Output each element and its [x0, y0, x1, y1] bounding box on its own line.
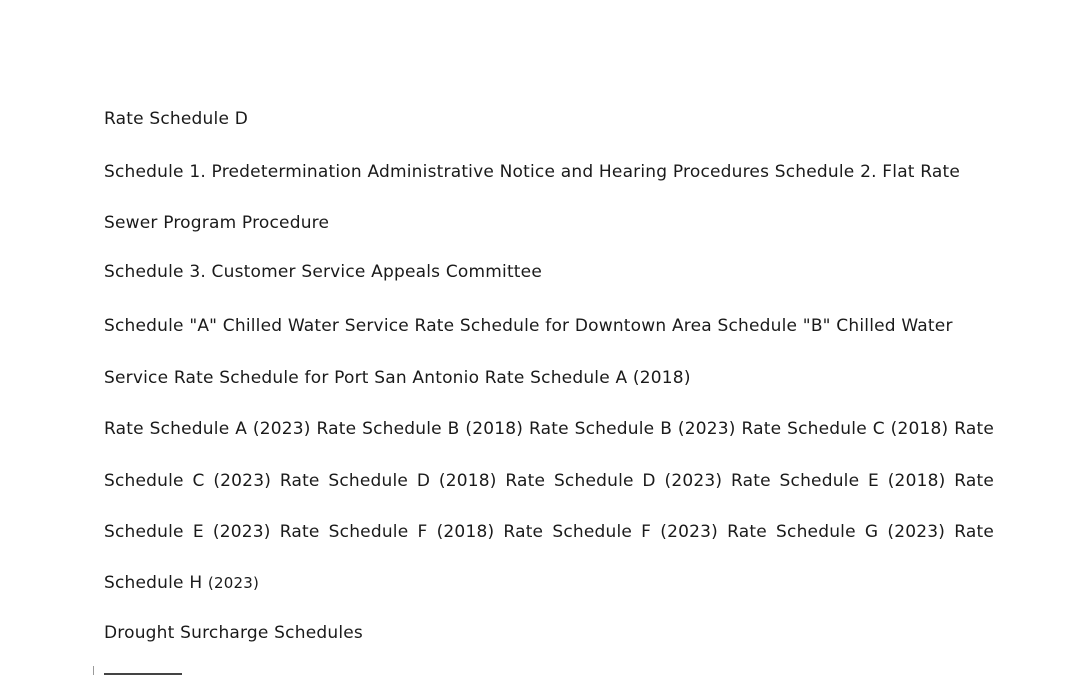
document-line-2: Schedule 1. Predetermination Administrative Notice and Hearing Procedures Schedule 2. Flat Rate — [104, 162, 961, 182]
document-line-11: Drought Surcharge Schedules — [104, 623, 363, 643]
cropped-next-line — [104, 668, 182, 675]
document-line-9: Schedule E (2023) Rate Schedule F (2018) Rate Schedule F (2023) Rate Schedule G (2023) Rate — [104, 522, 994, 542]
document-line-5: Schedule "A" Chilled Water Service Rate Schedule for Downtown Area Schedule "B" Chilled Water — [104, 316, 953, 336]
document-line-6: Service Rate Schedule for Port San Antonio Rate Schedule A (2018) — [104, 368, 691, 388]
margin-mark — [93, 666, 94, 675]
document-line-10-suffix: (2023) — [207, 574, 259, 592]
document-line-4: Schedule 3. Customer Service Appeals Committee — [104, 262, 542, 282]
document-line-10-text: Schedule H — [104, 573, 203, 593]
document-line-10 — [104, 572, 259, 594]
document-line-7: Rate Schedule A (2023) Rate Schedule B (2018) Rate Schedule B (2023) Rate Schedule C (2018) Rate — [104, 419, 994, 439]
document-line-3: Sewer Program Procedure — [104, 213, 330, 233]
document-line-8: Schedule C (2023) Rate Schedule D (2018) Rate Schedule D (2023) Rate Schedule E (2018) Rate — [104, 471, 994, 491]
document-line-1: Rate Schedule D — [104, 109, 248, 129]
